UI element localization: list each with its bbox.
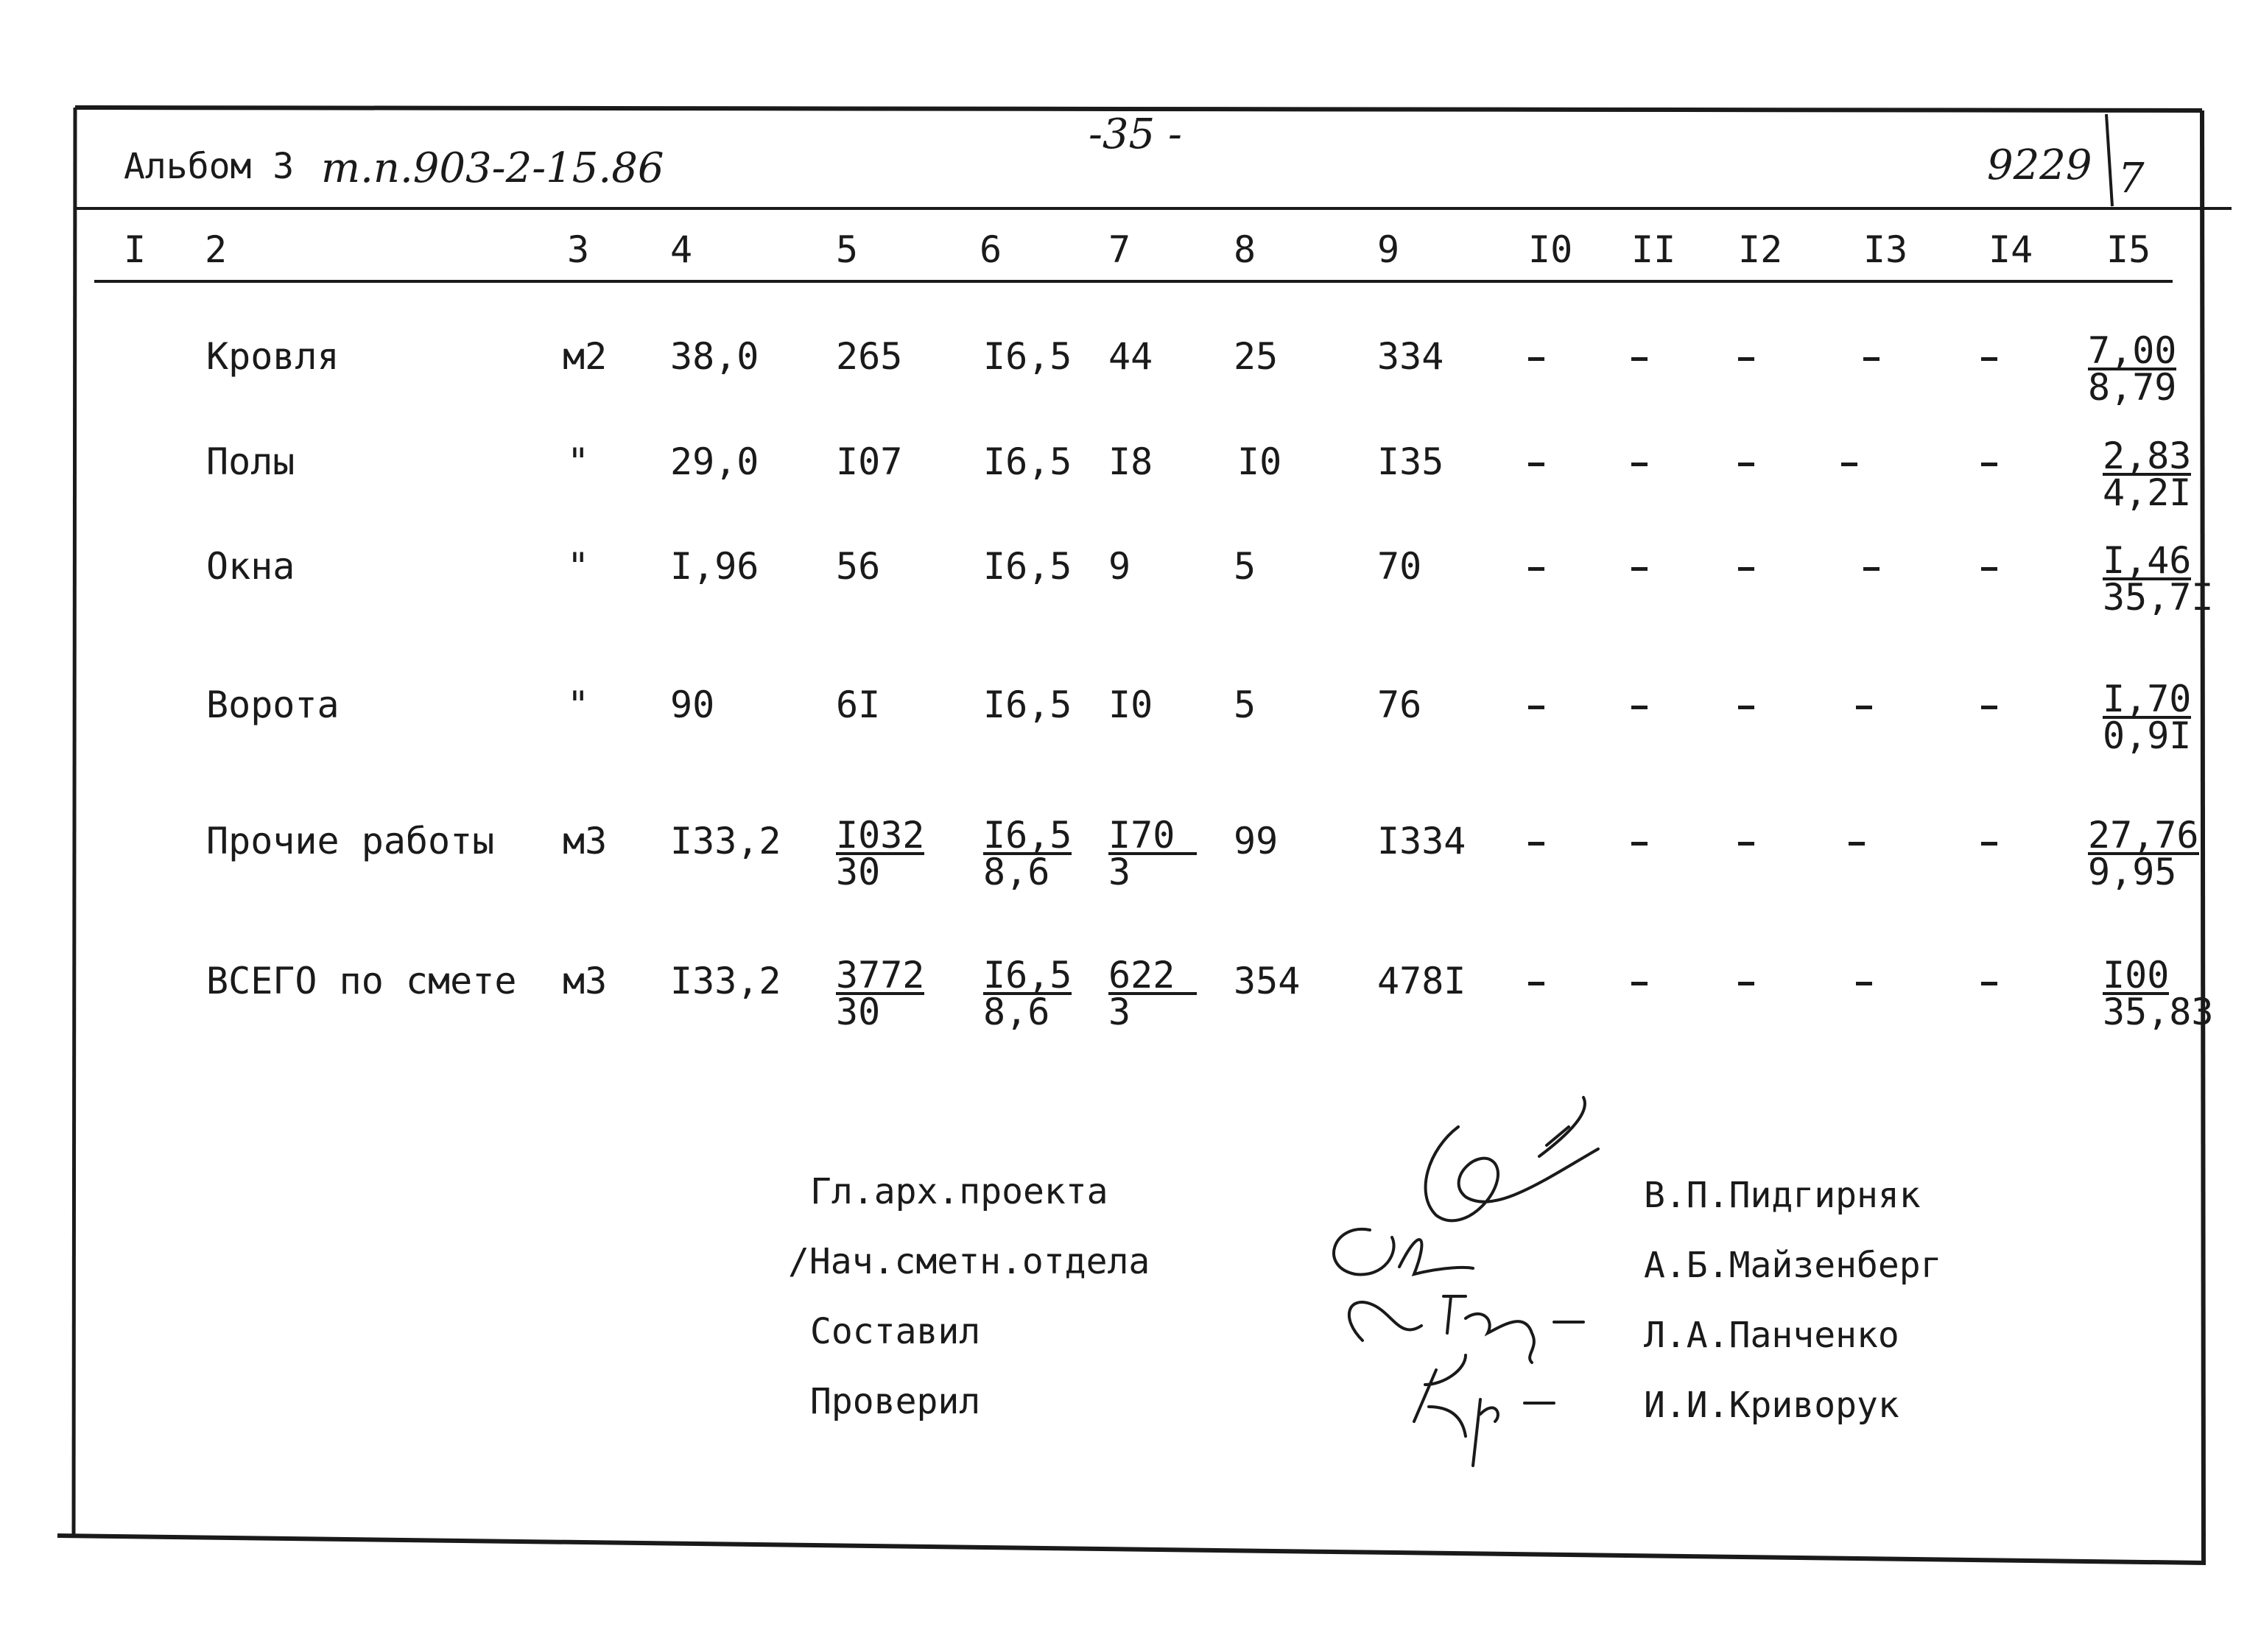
row-unit: " — [567, 545, 590, 588]
cell-col9: I35 — [1377, 440, 1444, 483]
col15-bottom: 35,83 — [2103, 991, 2214, 1033]
cell-col4: I,96 — [670, 545, 759, 588]
dash-col12 — [1738, 357, 1754, 361]
cell-col6-fraction — [983, 954, 1072, 1033]
column-number: I3 — [1863, 228, 1908, 271]
cell-col8: I0 — [1237, 440, 1282, 483]
dash-col12 — [1738, 842, 1754, 846]
dash-col10 — [1528, 842, 1544, 846]
col5-bottom: 30 — [836, 851, 881, 893]
dash-col10 — [1528, 706, 1544, 709]
row-name-total: ВСЕГО по смете — [206, 960, 517, 1002]
signature-role: /Нач.сметн.отдела — [788, 1241, 1150, 1282]
cell-col7-fraction — [1108, 814, 1197, 893]
cell-col5: 6I — [836, 683, 881, 726]
cell-col8: 25 — [1234, 335, 1279, 378]
col15-top: 27,76 — [2088, 814, 2199, 857]
col6-top: I6,5 — [983, 954, 1072, 997]
cell-col6-fraction — [983, 814, 1072, 893]
cell-col9: I334 — [1377, 820, 1466, 862]
column-number: 9 — [1377, 228, 1400, 271]
row-unit: м3 — [563, 820, 608, 862]
col15-top: I00 — [2103, 954, 2170, 997]
dash-col12 — [1738, 982, 1754, 985]
dash-col14 — [1981, 982, 1997, 985]
column-number: 8 — [1234, 228, 1256, 271]
column-number: 6 — [980, 228, 1002, 271]
cell-col15-fraction — [2103, 678, 2192, 757]
col15-top: 7,00 — [2088, 329, 2177, 372]
col5-top: 3772 — [836, 954, 925, 997]
cell-col4: I33,2 — [670, 820, 781, 862]
dash-col13 — [1856, 706, 1872, 709]
cell-col4: 38,0 — [670, 335, 759, 378]
dash-col13 — [1841, 463, 1857, 466]
dash-col11 — [1631, 842, 1648, 846]
cell-col7: 44 — [1108, 335, 1153, 378]
dash-col11 — [1631, 567, 1648, 571]
dash-col12 — [1738, 706, 1754, 709]
cell-col6: I6,5 — [983, 440, 1072, 483]
row-name: Прочие работы — [206, 820, 495, 862]
column-number: I5 — [2106, 228, 2151, 271]
inventory-suffix: 7 — [2118, 155, 2145, 203]
dash-col11 — [1631, 982, 1648, 985]
signature-role: Проверил — [810, 1381, 981, 1422]
page-number: -35 - — [1089, 110, 1182, 158]
col6-bottom: 8,6 — [983, 991, 1050, 1033]
col15-bottom: 8,79 — [2088, 366, 2177, 409]
row-name: Полы — [206, 440, 295, 483]
dash-col14 — [1981, 463, 1997, 466]
col15-top: I,46 — [2103, 539, 2192, 582]
cell-col4: 90 — [670, 683, 715, 726]
col7-top: I70 — [1108, 820, 1197, 855]
dash-col14 — [1981, 567, 1997, 571]
col15-top: 2,83 — [2103, 435, 2192, 477]
dash-col10 — [1528, 357, 1544, 361]
signature-2 — [1334, 1229, 1473, 1275]
cell-col15-fraction — [2103, 435, 2192, 514]
cell-col15-fraction — [2103, 954, 2214, 1033]
row-name: Ворота — [206, 683, 340, 726]
signature-scribbles — [1334, 1097, 1598, 1466]
col15-bottom: 4,2I — [2103, 471, 2192, 514]
col7-top: 622 — [1108, 960, 1197, 995]
frame-bottom-line — [57, 1536, 2206, 1563]
cell-col8: 5 — [1234, 545, 1256, 588]
cell-col4: 29,0 — [670, 440, 759, 483]
column-number: 7 — [1108, 228, 1131, 271]
signature-1 — [1426, 1097, 1598, 1220]
col15-bottom: 35,7I — [2103, 576, 2214, 619]
col6-top: I6,5 — [983, 814, 1072, 857]
column-number: I4 — [1989, 228, 2033, 271]
cell-col15-fraction — [2088, 329, 2177, 409]
dash-col12 — [1738, 567, 1754, 571]
signatory-name: А.Б.Майзенберг — [1644, 1245, 1942, 1286]
dash-col14 — [1981, 842, 1997, 846]
column-number: II — [1631, 228, 1676, 271]
column-number: I0 — [1528, 228, 1573, 271]
row-unit: м3 — [563, 960, 608, 1002]
signatory-name: В.П.Пидгирняк — [1644, 1175, 1921, 1216]
signature-role: Гл.арх.проекта — [810, 1171, 1108, 1212]
cell-col5: 56 — [836, 545, 881, 588]
dash-col14 — [1981, 706, 1997, 709]
cell-col6: I6,5 — [983, 683, 1072, 726]
col15-bottom: 0,9I — [2103, 714, 2192, 757]
cell-col15-fraction — [2088, 814, 2199, 893]
row-name: Кровля — [206, 335, 340, 378]
column-number: 3 — [567, 228, 590, 271]
col5-bottom: 30 — [836, 991, 881, 1033]
row-unit: " — [567, 683, 590, 726]
col5-top: I032 — [836, 814, 925, 857]
column-number: 2 — [205, 228, 228, 271]
inventory-divider-line — [2106, 114, 2112, 206]
signatory-name: Л.А.Панченко — [1644, 1315, 1899, 1356]
dash-col13 — [1863, 357, 1880, 361]
col7-bottom: 3 — [1108, 991, 1131, 1033]
album-label: Альбом 3 — [124, 146, 295, 187]
cell-col9: 76 — [1377, 683, 1422, 726]
dash-col12 — [1738, 463, 1754, 466]
dash-col10 — [1528, 463, 1544, 466]
signature-3 — [1349, 1296, 1583, 1363]
cell-col5: I07 — [836, 440, 903, 483]
row-unit: " — [567, 440, 590, 483]
cell-col5-fraction — [836, 814, 925, 893]
cell-col6: I6,5 — [983, 545, 1072, 588]
cell-col9: 70 — [1377, 545, 1422, 588]
cell-col7: I0 — [1108, 683, 1153, 726]
col7-bottom: 3 — [1108, 851, 1131, 893]
cell-col7-fraction — [1108, 954, 1197, 1033]
cell-col9: 478I — [1377, 960, 1466, 1002]
cell-col8: 99 — [1234, 820, 1279, 862]
inventory-number: 9229 — [1987, 141, 2092, 189]
cell-col5-fraction — [836, 954, 925, 1033]
project-code: т.п.903-2-15.86 — [321, 144, 664, 192]
dash-col13 — [1856, 982, 1872, 985]
cell-col7: I8 — [1108, 440, 1153, 483]
cell-col6: I6,5 — [983, 335, 1072, 378]
col6-bottom: 8,6 — [983, 851, 1050, 893]
dash-col13 — [1863, 567, 1880, 571]
cell-col8: 354 — [1234, 960, 1301, 1002]
row-unit: м2 — [563, 335, 608, 378]
column-number: I — [124, 228, 147, 271]
signature-role: Составил — [810, 1311, 981, 1352]
frame-right-line — [2202, 110, 2204, 1563]
cell-col5: 265 — [836, 335, 903, 378]
dash-col11 — [1631, 706, 1648, 709]
cell-col8: 5 — [1234, 683, 1256, 726]
dash-col13 — [1849, 842, 1865, 846]
cell-col9: 334 — [1377, 335, 1444, 378]
column-number: 5 — [836, 228, 859, 271]
col15-top: I,70 — [2103, 678, 2192, 720]
dash-col11 — [1631, 357, 1648, 361]
col15-bottom: 9,95 — [2088, 851, 2177, 893]
signatory-name: И.И.Криворук — [1644, 1385, 1899, 1426]
dash-col10 — [1528, 567, 1544, 571]
dash-col10 — [1528, 982, 1544, 985]
cell-col4: I33,2 — [670, 960, 781, 1002]
dash-col14 — [1981, 357, 1997, 361]
signature-4 — [1414, 1355, 1554, 1466]
column-number: I2 — [1738, 228, 1783, 271]
row-name: Окна — [206, 545, 295, 588]
column-number: 4 — [670, 228, 693, 271]
dash-col11 — [1631, 463, 1648, 466]
frame-left-line — [74, 108, 75, 1536]
cell-col7: 9 — [1108, 545, 1131, 588]
cell-col15-fraction — [2103, 539, 2214, 619]
